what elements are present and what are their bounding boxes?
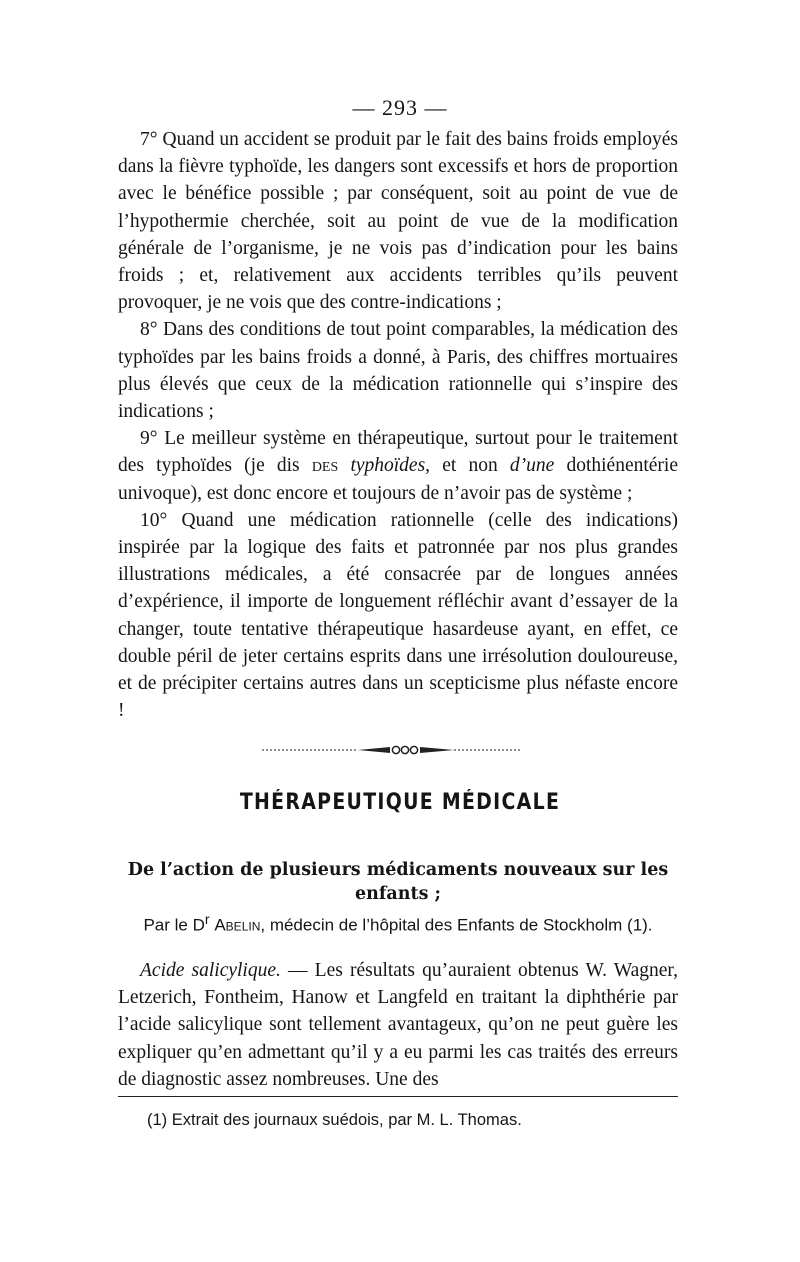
conclusion-text: Quand un accident se produit par le fait des bains froids employés dans la fièvre typhoïde, les dangers sont excessifs et hors de proportion avec le bénéfice possible ; par conséquent, soit au point de vue de l’hypothermie cherchée, soit au point de vue de la modification générale de l’organisme, je ne vois pas d’indication pour les bains froids ; et, relativement aux accidents terribles qu’ils peuvent provoquer, je ne vois que des contre-indications ; <box>118 129 679 314</box>
heading-dash: — <box>280 960 315 981</box>
conclusion-number: 7° <box>140 129 158 150</box>
section-divider-ornament <box>262 742 522 758</box>
italic-word: typhoïdes <box>350 455 426 477</box>
conclusion-number: 10° <box>140 509 168 531</box>
footnote-divider <box>118 1096 678 1097</box>
conclusion-text-start: Le meilleur système en thérapeutique, surtout pour le traitement des typhoïdes (je dis <box>118 428 679 477</box>
byline-affiliation: , médecin de l’hôpital des Enfants de Stockholm (1). <box>260 915 653 935</box>
conclusion-number: 8° <box>140 319 158 341</box>
byline-prefix: Par le D <box>143 915 205 935</box>
conclusion-7 <box>118 126 678 316</box>
conclusion-text: Quand une médication rationnelle (celle des indications) inspirée par la logique des faits et patronnée par nos plus grandes illustrations médicales, a été consacrée par de longues années d’expérience, il importe de longuement réfléchir avant d’essayer de la changer, toute tentative thérapeutique hasardeuse ayant, en effet, ce double péril de jeter certains esprits dans une irrésolution douloureuse, et de précipiter certains autres dans un scepticisme plus néfaste encore ! <box>118 509 678 722</box>
conclusion-10 <box>118 507 678 725</box>
author-name: Abelin <box>214 915 261 935</box>
subsection-heading: Acide salicylique. <box>140 960 281 981</box>
conclusion-text: Dans des conditions de tout point comparables, la médication des typhoïdes par les bains froids a donné, à Paris, des chiffres mortuaires plus élevés que ceux de la médication rationnelle qui s’inspire des indications ; <box>118 319 678 423</box>
conclusion-9 <box>118 425 678 507</box>
italic-word: d’une <box>509 455 555 477</box>
article-text: Les résultats qu’auraient obtenus W. Wagner, Letzerich, Fontheim, Hanow et Langfeld en traitant la diphthérie par l’acide salicylique sont tellement avantageux, qu’on ne peut guère les expliquer qu’en admettant qu’il y a eu parmi les cas traités des erreurs de diagnostic assez nombreuses. Une des <box>118 960 678 1090</box>
page-number: — 293 — <box>352 95 448 120</box>
conclusion-number: 9° <box>140 428 158 450</box>
footnote: (1) Extrait des journaux suédois, par M. L. Thomas. <box>147 1111 522 1129</box>
conclusion-text-middle: , et non <box>425 455 510 477</box>
conclusion-8 <box>118 316 678 425</box>
byline-superscript: r <box>204 912 210 928</box>
numbered-conclusions <box>118 126 678 724</box>
small-caps-word: des <box>311 455 339 477</box>
conclusion-text-end: dothiénentérie univoque), est donc encore et toujours de n’avoir pas de système ; <box>118 455 678 504</box>
section-title: THÉRAPEUTIQUE MÉDICALE <box>239 790 561 815</box>
article-body <box>118 957 678 1093</box>
article-byline <box>118 908 678 938</box>
article-title: De l’action de plusieurs médicaments nouveaux sur les enfants ; <box>127 860 669 904</box>
